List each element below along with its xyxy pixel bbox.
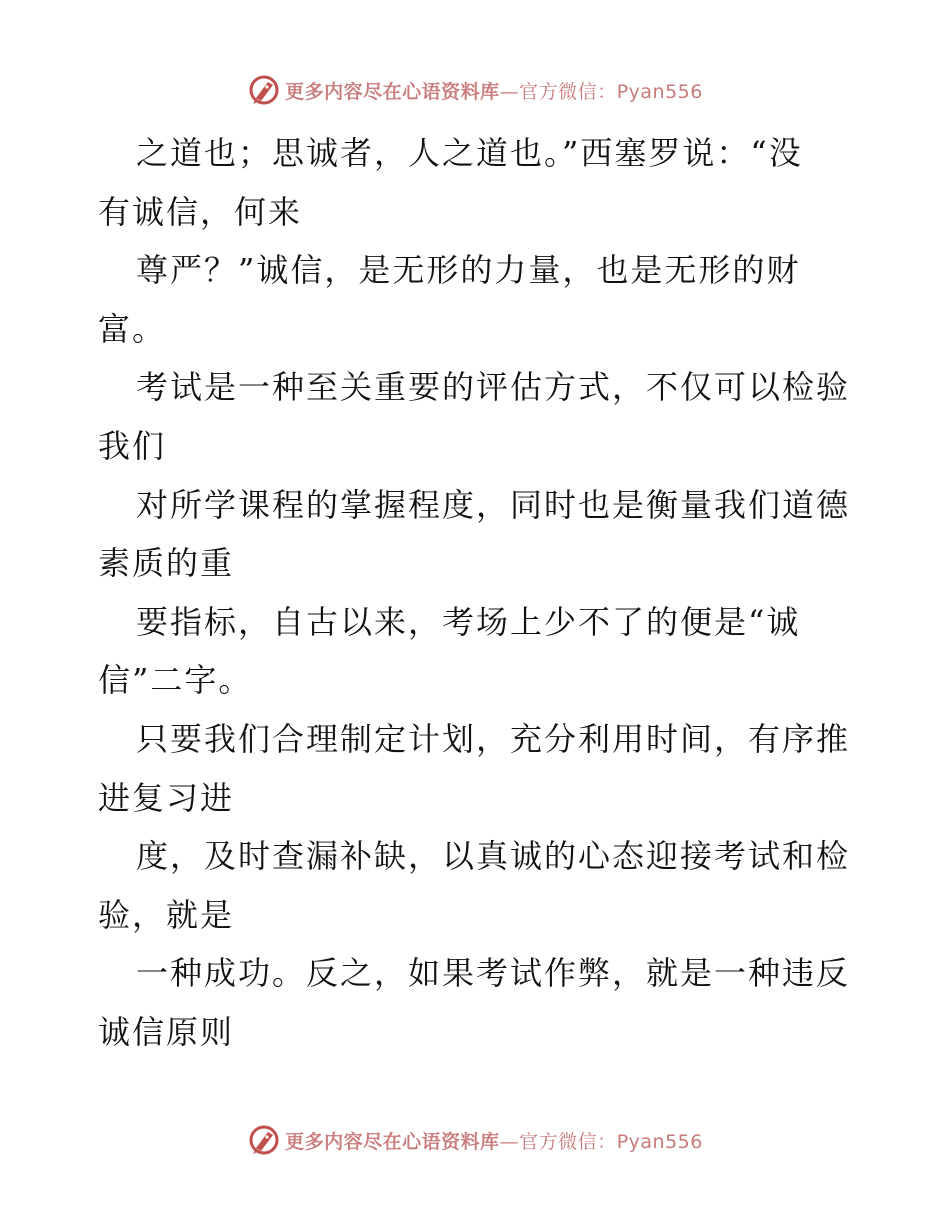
footer-separator: — xyxy=(499,1130,520,1153)
text-line: 信”二字。 xyxy=(98,661,253,700)
header-wechat-id: Pyan556 xyxy=(616,80,703,103)
header-suffix: 官方微信： xyxy=(519,80,617,103)
text-line: 度，及时查漏补缺，以真诚的心态迎接考试和检 xyxy=(136,837,851,876)
pen-nib-logo-icon xyxy=(247,73,281,107)
text-line: 之道也；思诚者，人之道也。”西塞罗说：“没 xyxy=(136,134,803,172)
text-line: 尊严？”诚信，是无形的力量，也是无形的财 xyxy=(136,251,801,290)
footer-banner-text xyxy=(285,1127,703,1154)
text-line: 进复习进 xyxy=(98,778,235,817)
document-body xyxy=(98,124,868,1062)
text-line: 富。 xyxy=(98,309,167,348)
text-line: 验，就是 xyxy=(98,895,235,934)
footer-banner xyxy=(0,1120,950,1160)
footer-brand: 更多内容尽在心语资料库 xyxy=(285,1130,500,1153)
text-line: 对所学课程的掌握程度，同时也是衡量我们道德 xyxy=(136,485,851,524)
header-separator: — xyxy=(499,80,520,103)
text-line: 诚信原则 xyxy=(98,1012,235,1051)
footer-wechat-id: Pyan556 xyxy=(616,1130,703,1153)
header-brand: 更多内容尽在心语资料库 xyxy=(285,80,500,103)
text-line: 有诚信，何来 xyxy=(98,192,303,231)
pen-nib-logo-icon xyxy=(247,1123,281,1157)
text-line: 要指标，自古以来，考场上少不了的便是“诚 xyxy=(136,602,801,641)
header-banner-text xyxy=(285,77,703,104)
text-line: 一种成功。反之，如果考试作弊，就是一种违反 xyxy=(136,954,851,993)
text-line: 考试是一种至关重要的评估方式，不仅可以检验 xyxy=(136,368,851,407)
text-line: 只要我们合理制定计划，充分利用时间，有序推 xyxy=(136,719,851,758)
footer-suffix: 官方微信： xyxy=(519,1130,617,1153)
text-line: 素质的重 xyxy=(98,544,235,583)
header-banner xyxy=(0,70,950,110)
text-line: 我们 xyxy=(98,426,167,465)
